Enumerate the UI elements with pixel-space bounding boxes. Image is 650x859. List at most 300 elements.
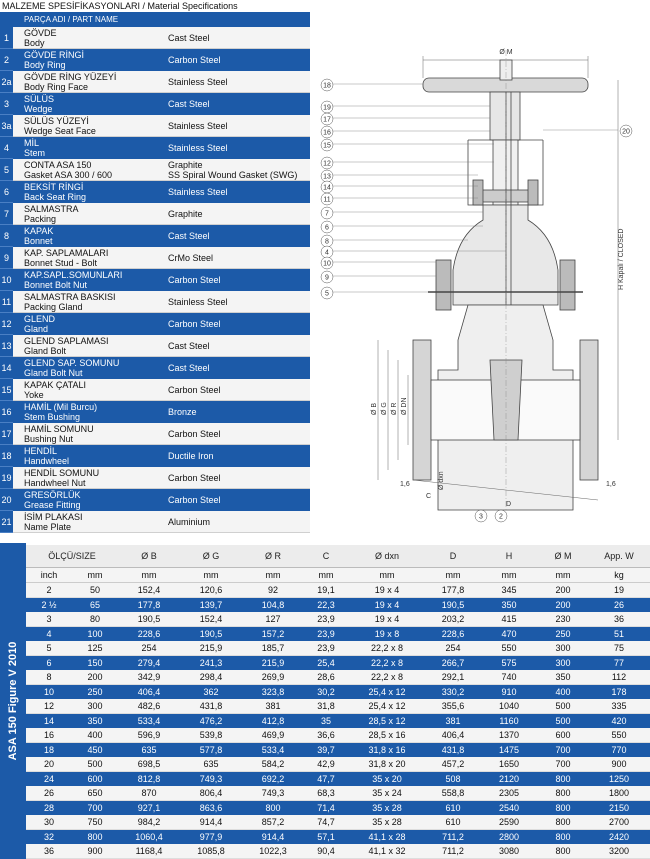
table-cell: 800: [538, 830, 588, 845]
part-number: 13: [0, 335, 13, 357]
dim-c: C: [426, 493, 432, 500]
table-cell: 36,6: [304, 728, 348, 743]
balloon-label: 18: [323, 82, 331, 90]
material-spec: [166, 49, 310, 71]
part-number: 2: [0, 49, 13, 71]
table-cell: 800: [242, 801, 304, 816]
table-cell: 19 x 4: [348, 583, 426, 598]
dim-m: Ø M: [499, 49, 513, 56]
material-spec-table: [0, 12, 310, 533]
table-cell: 42,9: [304, 757, 348, 772]
part-name-en: Bushing Nut: [24, 434, 74, 444]
table-cell: 610: [426, 801, 480, 816]
table-cell: 230: [538, 612, 588, 627]
table-cell: 269,9: [242, 670, 304, 685]
table-cell: 177,8: [426, 583, 480, 598]
table-cell: 150: [72, 656, 118, 671]
table-cell: 330,2: [426, 685, 480, 700]
table-row: [26, 844, 650, 859]
table-cell: 362: [180, 685, 242, 700]
table-cell: 400: [538, 685, 588, 700]
table-cell: 345: [480, 583, 538, 598]
dim-n: Ø dxn: [438, 471, 445, 490]
part-name-tr: HENDİL: [24, 446, 58, 456]
material-spec-text: Carbon Steel: [168, 428, 221, 439]
table-cell: 292,1: [426, 670, 480, 685]
table-row: [26, 757, 650, 772]
material-row: [0, 27, 310, 49]
table-cell: 711,2: [426, 830, 480, 845]
table-cell: 28,5 x 16: [348, 728, 426, 743]
table-row: [26, 641, 650, 656]
part-number: 16: [0, 401, 13, 423]
table-cell: 177,8: [118, 598, 180, 613]
part-name-tr: SALMASTRA: [24, 204, 79, 214]
unit-header: inch: [26, 568, 72, 583]
part-name-tr: GLEND: [24, 314, 56, 324]
balloon-label: 13: [323, 173, 331, 181]
part-name-tr: SÜLÜS: [24, 94, 55, 104]
table-cell: 927,1: [118, 801, 180, 816]
unit-header: mm: [242, 568, 304, 583]
balloon-label: 4: [325, 249, 329, 257]
table-cell: 4: [26, 627, 72, 642]
material-spec-text: Stainless Steel: [168, 187, 228, 197]
material-row: [0, 93, 310, 115]
table-cell: 298,4: [180, 670, 242, 685]
table-cell: 577,8: [180, 743, 242, 758]
table-cell: 35: [304, 714, 348, 729]
material-spec: [166, 357, 310, 379]
material-row: [0, 49, 310, 71]
balloon-label: 9: [325, 274, 329, 282]
column-header: D: [426, 545, 480, 568]
dim-d: D: [506, 501, 512, 508]
part-number: 1: [0, 27, 13, 49]
material-spec-text: Cast Steel: [168, 32, 210, 43]
table-cell: 35 x 24: [348, 786, 426, 801]
material-row: [0, 467, 310, 489]
part-name: [13, 401, 166, 423]
table-cell: 342,9: [118, 670, 180, 685]
balloon-label: 2: [499, 513, 503, 521]
part-name-en: Stem Bushing: [24, 412, 81, 422]
part-name: [13, 313, 166, 335]
table-cell: 406,4: [426, 728, 480, 743]
material-spec: [166, 467, 310, 489]
dim-dn: Ø DN: [401, 397, 408, 415]
table-cell: 41,1 x 28: [348, 830, 426, 845]
table-cell: 469,9: [242, 728, 304, 743]
table-cell: 112: [588, 670, 650, 685]
column-header: Ø R: [242, 545, 304, 568]
part-name-tr: HENDİL SOMUNU: [24, 468, 100, 478]
table-cell: 2540: [480, 801, 538, 816]
table-cell: 77: [588, 656, 650, 671]
part-name: [13, 357, 166, 379]
material-spec-text: Carbon Steel: [168, 275, 221, 285]
material-spec-text: Stainless Steel: [168, 76, 228, 87]
table-cell: 711,2: [426, 844, 480, 859]
table-cell: 914,4: [180, 815, 242, 830]
part-name: [13, 511, 166, 533]
part-name-en: Yoke: [24, 390, 44, 400]
material-spec: [166, 27, 310, 49]
part-name-en: Gland Bolt Nut: [24, 368, 83, 378]
table-cell: 266,7: [426, 656, 480, 671]
part-number: 17: [0, 423, 13, 445]
part-name-en: Body: [24, 38, 45, 48]
material-row: [0, 115, 310, 137]
table-cell: 984,2: [118, 815, 180, 830]
table-cell: 500: [538, 699, 588, 714]
table-cell: 57,1: [304, 830, 348, 845]
material-row: [0, 335, 310, 357]
material-row: [0, 225, 310, 247]
material-spec: [166, 379, 310, 401]
table-cell: 533,4: [118, 714, 180, 729]
table-cell: 450: [72, 743, 118, 758]
table-cell: 381: [426, 714, 480, 729]
material-spec-text: Ductile Iron: [168, 451, 214, 461]
material-row: [0, 71, 310, 93]
table-cell: 200: [538, 583, 588, 598]
part-name-tr: SALMASTRA BASKISI: [24, 292, 116, 302]
part-name-en: Gasket ASA 300 / 600: [24, 170, 113, 180]
table-cell: 700: [538, 757, 588, 772]
balloon-label: 15: [323, 142, 331, 150]
material-spec: [166, 313, 310, 335]
table-cell: 8: [26, 670, 72, 685]
part-name: [13, 49, 166, 71]
part-name-en: Handwheel Nut: [24, 478, 86, 488]
table-cell: 800: [538, 772, 588, 787]
part-number: 9: [0, 247, 13, 269]
table-cell: 350: [72, 714, 118, 729]
material-spec: [166, 269, 310, 291]
part-name-tr: GÖVDE: [24, 28, 57, 38]
material-row: [0, 357, 310, 379]
table-cell: 90,4: [304, 844, 348, 859]
balloon-label: 5: [325, 290, 329, 298]
material-row: [0, 159, 310, 181]
table-cell: 476,2: [180, 714, 242, 729]
part-number: 3: [0, 93, 13, 115]
material-row: [0, 137, 310, 159]
table-cell: 68,3: [304, 786, 348, 801]
table-cell: 323,8: [242, 685, 304, 700]
table-cell: 241,3: [180, 656, 242, 671]
table-cell: 127: [242, 612, 304, 627]
table-cell: 420: [588, 714, 650, 729]
material-spec-text: Carbon Steel: [168, 55, 221, 65]
table-cell: 1650: [480, 757, 538, 772]
table-cell: 26: [588, 598, 650, 613]
unit-header: mm: [118, 568, 180, 583]
part-number: 20: [0, 489, 13, 511]
table-cell: 20: [26, 757, 72, 772]
table-cell: 22,2 x 8: [348, 641, 426, 656]
table-cell: 400: [72, 728, 118, 743]
table-cell: 92: [242, 583, 304, 598]
column-header: Ø G: [180, 545, 242, 568]
table-cell: 279,4: [118, 656, 180, 671]
table-cell: 28,5 x 12: [348, 714, 426, 729]
table-row: [26, 815, 650, 830]
material-row: [0, 379, 310, 401]
table-cell: 335: [588, 699, 650, 714]
table-row: [26, 714, 650, 729]
table-cell: 19,1: [304, 583, 348, 598]
dim-t: 1,6: [400, 481, 410, 488]
table-cell: 558,8: [426, 786, 480, 801]
material-spec-text: Aluminium: [168, 516, 211, 527]
part-name-en: Wedge: [24, 104, 53, 114]
table-cell: 19: [588, 583, 650, 598]
table-cell: 431,8: [426, 743, 480, 758]
material-spec: [166, 115, 310, 137]
table-cell: 26: [26, 786, 72, 801]
table-cell: 19 x 4: [348, 598, 426, 613]
table-cell: 250: [72, 685, 118, 700]
table-cell: 381: [242, 699, 304, 714]
table-cell: 152,4: [118, 583, 180, 598]
table-cell: 190,5: [180, 627, 242, 642]
material-spec-text: Cast Steel: [168, 231, 210, 241]
table-cell: 635: [180, 757, 242, 772]
table-row: [26, 598, 650, 613]
material-spec-text: Cast Steel: [168, 99, 210, 109]
part-name: [13, 335, 166, 357]
table-row: [26, 656, 650, 671]
material-spec: [166, 291, 310, 313]
table-cell: 100: [72, 627, 118, 642]
table-cell: 600: [538, 728, 588, 743]
part-name-en: Stem: [24, 148, 46, 158]
series-label: ASA 150 Figure V 2010: [0, 543, 26, 859]
material-spec: [166, 71, 310, 93]
material-spec: [166, 225, 310, 247]
part-number: 3a: [0, 115, 13, 137]
table-row: [26, 728, 650, 743]
table-cell: 22,2 x 8: [348, 670, 426, 685]
balloon-label: 7: [325, 210, 329, 218]
table-row: [26, 743, 650, 758]
table-row: [26, 670, 650, 685]
table-row: [26, 699, 650, 714]
table-cell: 596,9: [118, 728, 180, 743]
material-row: [0, 401, 310, 423]
part-name: [13, 467, 166, 489]
table-row: [26, 583, 650, 598]
table-cell: 75: [588, 641, 650, 656]
part-name-en: Packing: [24, 214, 57, 224]
table-cell: 2120: [480, 772, 538, 787]
material-row: [0, 203, 310, 225]
table-cell: 185,7: [242, 641, 304, 656]
table-row: [26, 627, 650, 642]
table-cell: 3200: [588, 844, 650, 859]
table-cell: 200: [538, 598, 588, 613]
part-name: [13, 225, 166, 247]
part-name-tr: İSİM PLAKASI: [24, 512, 83, 522]
table-cell: 23,9: [304, 627, 348, 642]
table-cell: 23,9: [304, 641, 348, 656]
table-cell: 2150: [588, 801, 650, 816]
table-cell: 406,4: [118, 685, 180, 700]
table-row: [26, 772, 650, 787]
table-cell: 550: [480, 641, 538, 656]
part-number: 8: [0, 225, 13, 247]
table-cell: 19 x 8: [348, 627, 426, 642]
table-cell: 30,2: [304, 685, 348, 700]
table-cell: 215,9: [180, 641, 242, 656]
table-cell: 584,2: [242, 757, 304, 772]
material-spec-text: Stainless Steel: [168, 296, 228, 307]
part-name: [13, 93, 166, 115]
table-cell: 47,7: [304, 772, 348, 787]
part-name: [13, 27, 166, 49]
table-cell: 2700: [588, 815, 650, 830]
balloon-label: 11: [323, 196, 331, 204]
table-cell: 412,8: [242, 714, 304, 729]
material-spec-text: Stainless Steel: [168, 143, 228, 153]
table-cell: 2305: [480, 786, 538, 801]
material-spec: [166, 335, 310, 357]
material-spec: [166, 423, 310, 445]
part-name: [13, 291, 166, 313]
part-name-en: Gland: [24, 324, 49, 334]
table-cell: 139,7: [180, 598, 242, 613]
balloon-label: 20: [622, 128, 630, 136]
table-cell: 254: [118, 641, 180, 656]
table-cell: 900: [72, 844, 118, 859]
material-spec: [166, 511, 310, 533]
table-cell: 575: [480, 656, 538, 671]
table-cell: 1370: [480, 728, 538, 743]
part-name: [13, 247, 166, 269]
material-spec: [166, 247, 310, 269]
table-cell: 355,6: [426, 699, 480, 714]
material-row: [0, 313, 310, 335]
part-name: [13, 181, 166, 203]
table-cell: 254: [426, 641, 480, 656]
table-cell: 800: [538, 801, 588, 816]
part-name-tr: BEKSİT RİNGİ: [24, 182, 84, 192]
table-cell: 2: [26, 583, 72, 598]
column-header: Ø dxn: [348, 545, 426, 568]
material-spec: [166, 181, 310, 203]
table-cell: 770: [588, 743, 650, 758]
part-name: [13, 423, 166, 445]
table-cell: 1475: [480, 743, 538, 758]
part-name: [13, 445, 166, 467]
column-header: App. W: [588, 545, 650, 568]
table-cell: 1168,4: [118, 844, 180, 859]
material-spec-text: Bronze: [168, 407, 197, 417]
table-cell: 152,4: [180, 612, 242, 627]
dim-b: Ø B: [371, 402, 378, 415]
table-cell: 2800: [480, 830, 538, 845]
table-cell: 10: [26, 685, 72, 700]
table-cell: 977,9: [180, 830, 242, 845]
table-cell: 200: [72, 670, 118, 685]
table-cell: 3: [26, 612, 72, 627]
column-header: C: [304, 545, 348, 568]
table-cell: 650: [72, 786, 118, 801]
table-cell: 1060,4: [118, 830, 180, 845]
table-cell: 50: [72, 583, 118, 598]
part-name-tr: GRESÖRLÜK: [24, 490, 81, 500]
table-cell: 500: [538, 714, 588, 729]
dim-g: Ø G: [381, 402, 388, 415]
part-name-en: Handwheel: [24, 456, 70, 466]
part-name: [13, 71, 166, 93]
material-spec-text: Carbon Steel: [168, 495, 221, 505]
material-spec: [166, 137, 310, 159]
part-number: 15: [0, 379, 13, 401]
table-cell: 470: [480, 627, 538, 642]
dimension-table: [26, 545, 650, 859]
material-spec: [166, 159, 310, 181]
table-cell: 857,2: [242, 815, 304, 830]
table-cell: 36: [26, 844, 72, 859]
table-cell: 3080: [480, 844, 538, 859]
table-cell: 51: [588, 627, 650, 642]
table-cell: 550: [588, 728, 650, 743]
table-cell: 610: [426, 815, 480, 830]
table-cell: 25,4: [304, 656, 348, 671]
table-cell: 190,5: [118, 612, 180, 627]
part-number: 7: [0, 203, 13, 225]
table-cell: 35 x 28: [348, 801, 426, 816]
material-row: [0, 445, 310, 467]
table-cell: 80: [72, 612, 118, 627]
table-cell: 6: [26, 656, 72, 671]
table-cell: 2420: [588, 830, 650, 845]
balloon-label: 19: [323, 104, 331, 112]
part-name-tr: HAMİL SOMUNU: [24, 424, 94, 434]
column-header: Ø B: [118, 545, 180, 568]
part-name-tr: HAMİL (Mil Burcu): [24, 402, 98, 412]
part-name-tr: GÖVDE RİNGİ: [24, 50, 85, 60]
table-cell: 125: [72, 641, 118, 656]
table-cell: 228,6: [118, 627, 180, 642]
unit-header: mm: [304, 568, 348, 583]
part-name: [13, 137, 166, 159]
material-row: [0, 269, 310, 291]
dimension-section: [0, 543, 650, 859]
part-name-en: Grease Fitting: [24, 500, 81, 510]
table-cell: 533,4: [242, 743, 304, 758]
table-cell: 692,2: [242, 772, 304, 787]
material-spec-text: Carbon Steel: [168, 319, 221, 329]
balloon-label: 12: [323, 160, 331, 168]
table-cell: 157,2: [242, 627, 304, 642]
unit-header: mm: [348, 568, 426, 583]
table-cell: 19 x 4: [348, 612, 426, 627]
table-cell: 190,5: [426, 598, 480, 613]
table-cell: 30: [26, 815, 72, 830]
table-cell: 28,6: [304, 670, 348, 685]
part-name-tr: GÖVDE RİNG YÜZEYİ: [24, 72, 117, 82]
material-spec-text: Carbon Steel: [168, 472, 221, 483]
part-number: 5: [0, 159, 13, 181]
valve-drawing: [318, 40, 648, 530]
part-number: 11: [0, 291, 13, 313]
balloon-label: 10: [323, 260, 331, 268]
material-spec-text: CrMo Steel: [168, 252, 214, 263]
